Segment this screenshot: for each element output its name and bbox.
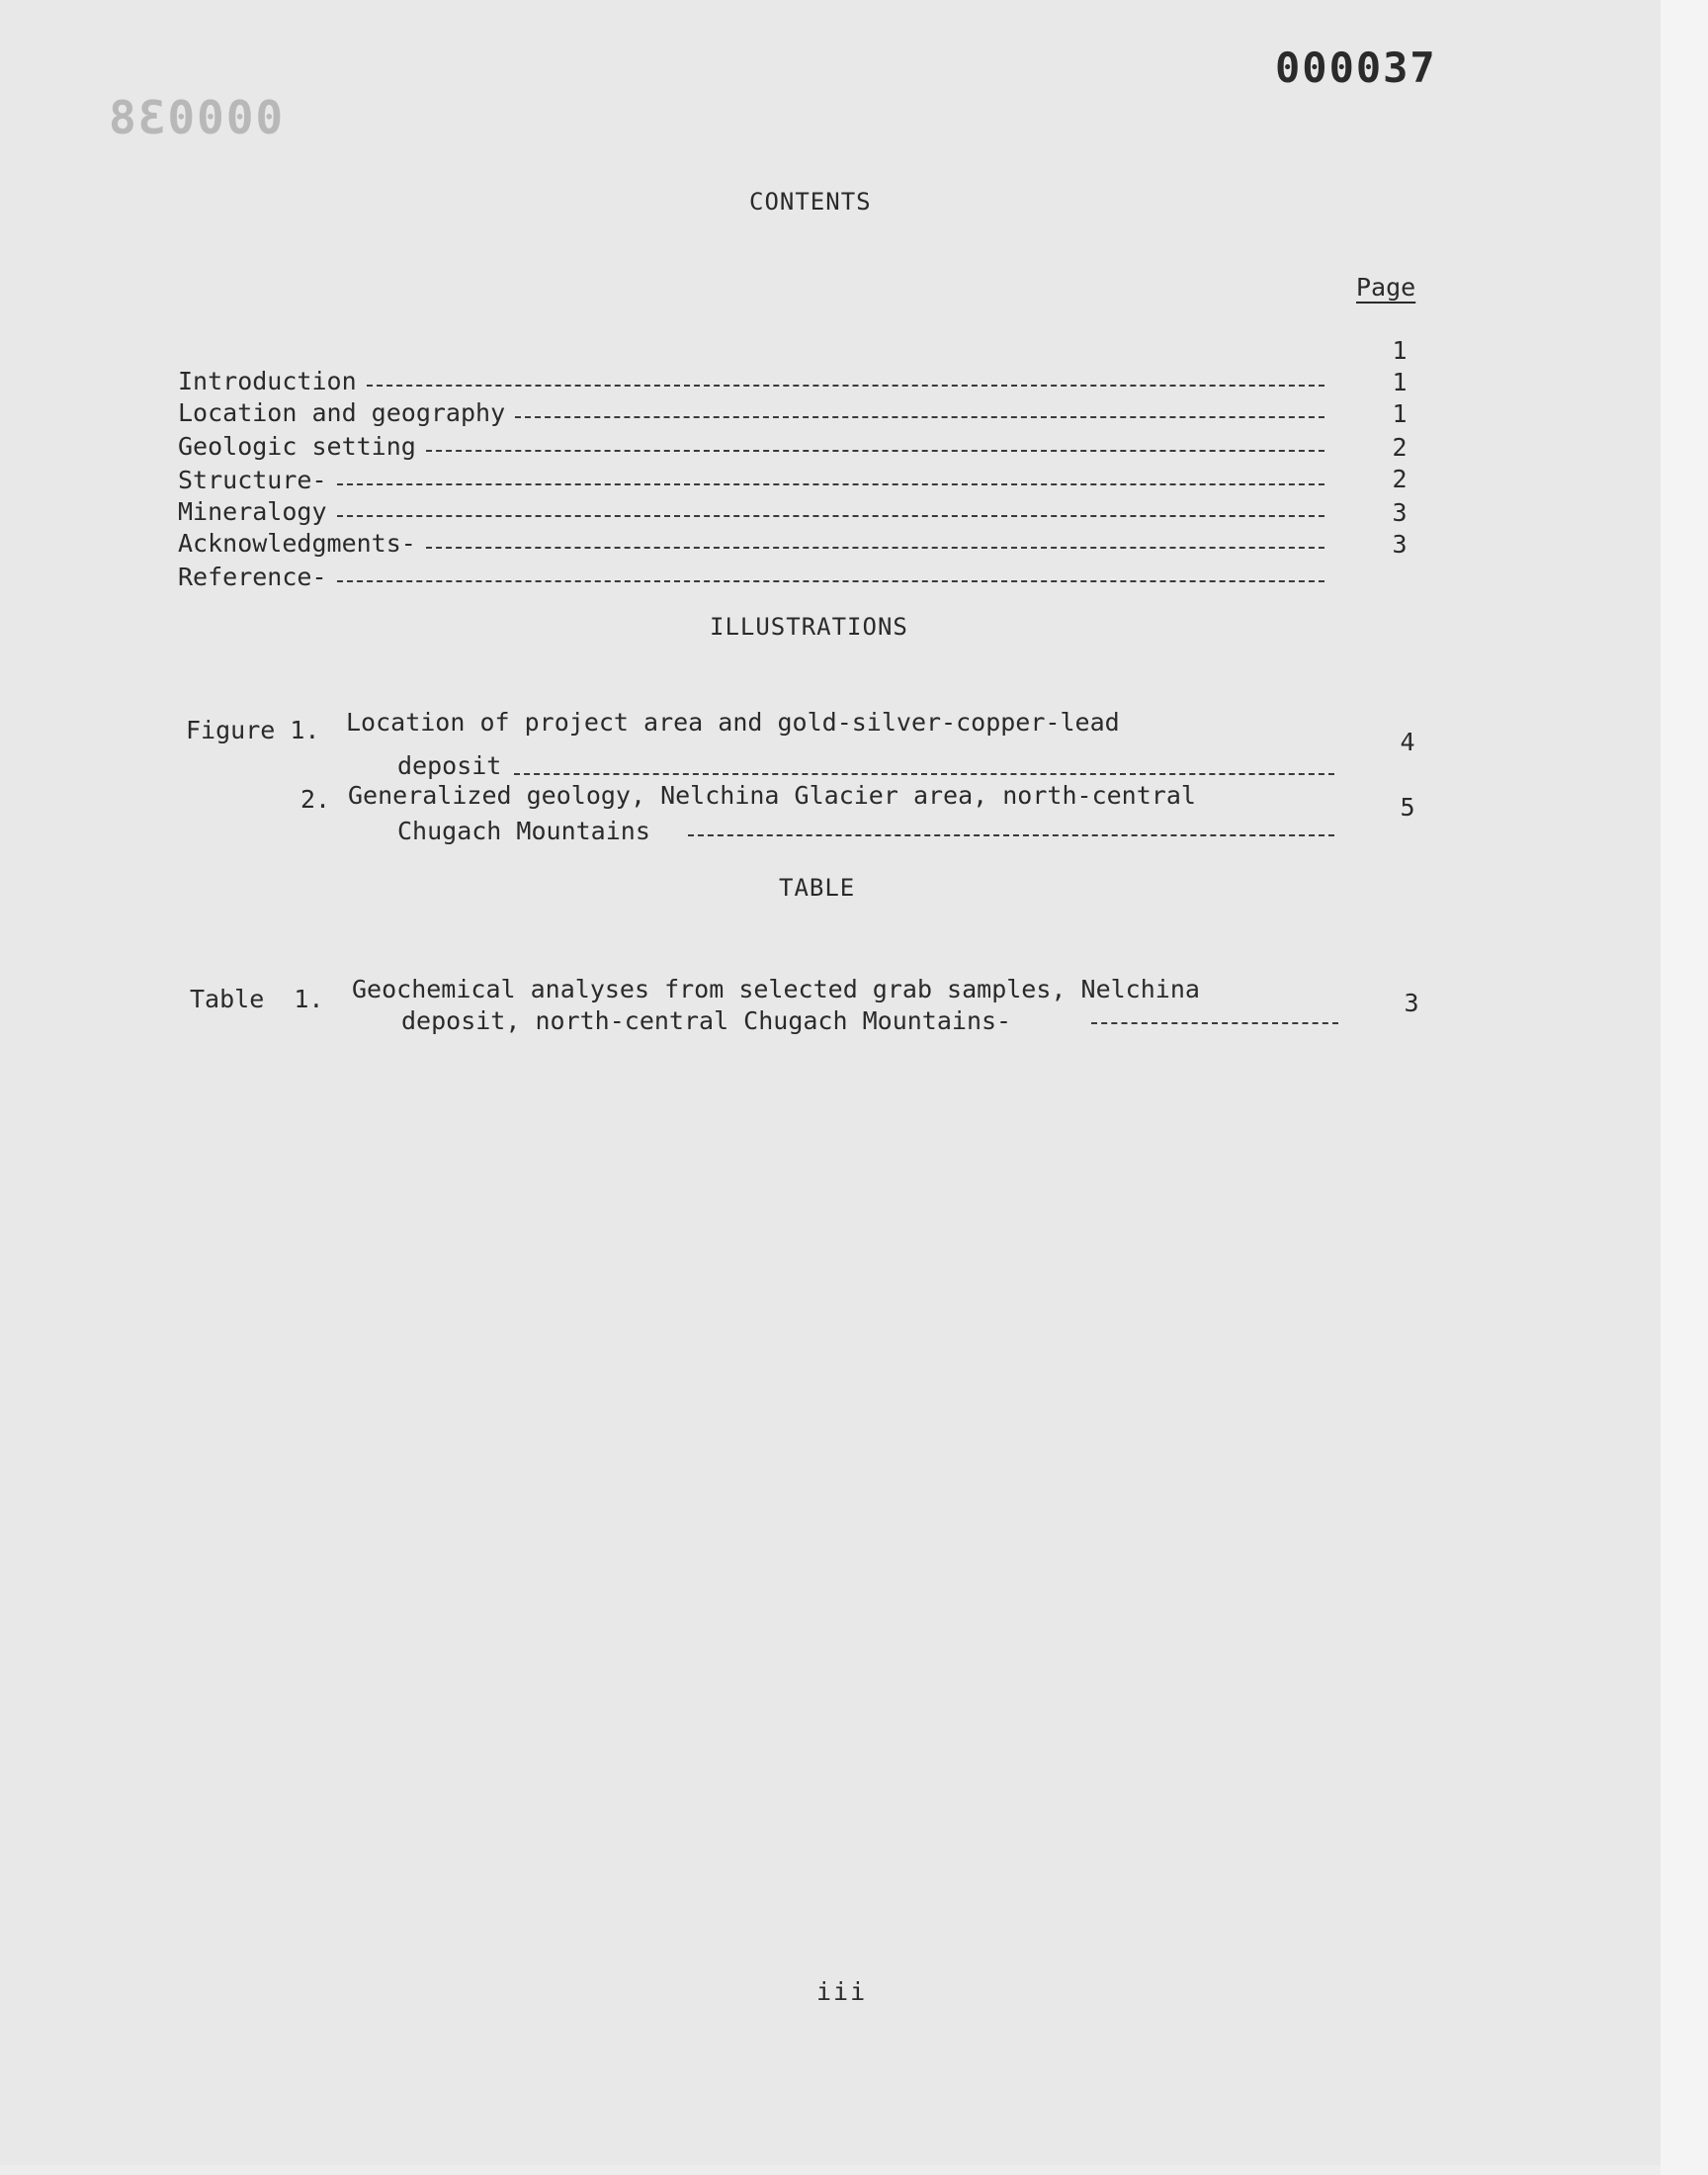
dot-leader xyxy=(515,416,1324,418)
toc-entry-mineralogy xyxy=(178,492,1324,526)
toc-entry-page: 2 xyxy=(1392,433,1408,462)
scan-edge xyxy=(1661,0,1708,2175)
contents-heading: CONTENTS xyxy=(749,188,872,216)
dot-leader xyxy=(337,580,1324,582)
figure-1-prefix: Figure 1. xyxy=(186,716,320,744)
table-heading: TABLE xyxy=(779,874,856,902)
toc-entry-label: Structure- xyxy=(178,466,327,494)
dot-leader xyxy=(1091,1022,1338,1024)
toc-entry-page: 1 xyxy=(1392,399,1408,428)
toc-entry-structure xyxy=(178,461,1324,494)
toc-entry-page: 1 xyxy=(1392,368,1408,396)
dot-leader xyxy=(337,515,1324,517)
toc-entry-label: Acknowledgments- xyxy=(178,529,416,558)
toc-entry-geologic-setting xyxy=(178,427,1324,461)
table-1-page: 3 xyxy=(1404,989,1419,1017)
table-1-title-line2: deposit, north-central Chugach Mountains- xyxy=(401,1006,1012,1035)
toc-entry-label: Introduction xyxy=(178,367,357,395)
dot-leader xyxy=(337,483,1324,485)
figure-1-title-line1: Location of project area and gold-silver-copper-lead xyxy=(346,708,1120,737)
figure-2-title-line2: Chugach Mountains xyxy=(397,817,650,845)
toc-entry-acknowledgments xyxy=(178,524,1324,558)
table-1-title-line1: Geochemical analyses from selected grab samples, Nelchina xyxy=(352,975,1200,1003)
toc-entry-label: Reference- xyxy=(178,563,327,591)
figure-2-page: 5 xyxy=(1400,793,1415,822)
dot-leader xyxy=(367,385,1324,387)
toc-entry-page: 2 xyxy=(1392,465,1408,493)
toc-entry-label: Location and geography xyxy=(178,398,506,427)
table-1-prefix: Table 1. xyxy=(190,985,324,1013)
toc-top-page-number: 1 xyxy=(1392,336,1408,365)
page-stamp-number: 000037 xyxy=(1275,44,1437,92)
toc-entry-location xyxy=(178,393,1324,427)
figure-1-title-line2: deposit xyxy=(397,751,502,780)
page-column-header: Page xyxy=(1356,273,1416,302)
toc-entry-label: Mineralogy xyxy=(178,497,327,526)
page-folio: iii xyxy=(816,1977,868,2006)
dot-leader xyxy=(426,547,1324,549)
toc-entry-page: 3 xyxy=(1392,530,1408,559)
figure-2-prefix: 2. xyxy=(300,785,331,814)
toc-entry-page: 3 xyxy=(1392,498,1408,527)
figure-2-title-line1: Generalized geology, Nelchina Glacier area, north-central xyxy=(348,781,1196,810)
bleed-through-stamp: 000038 xyxy=(107,91,284,144)
dot-leader xyxy=(426,450,1324,452)
toc-entry-introduction xyxy=(178,362,1324,395)
toc-entry-reference xyxy=(178,558,1324,591)
figure-1-page: 4 xyxy=(1400,728,1415,756)
dot-leader xyxy=(688,834,1334,836)
toc-entry-label: Geologic setting xyxy=(178,432,416,461)
dot-leader xyxy=(514,773,1334,775)
illustrations-heading: ILLUSTRATIONS xyxy=(710,613,908,641)
